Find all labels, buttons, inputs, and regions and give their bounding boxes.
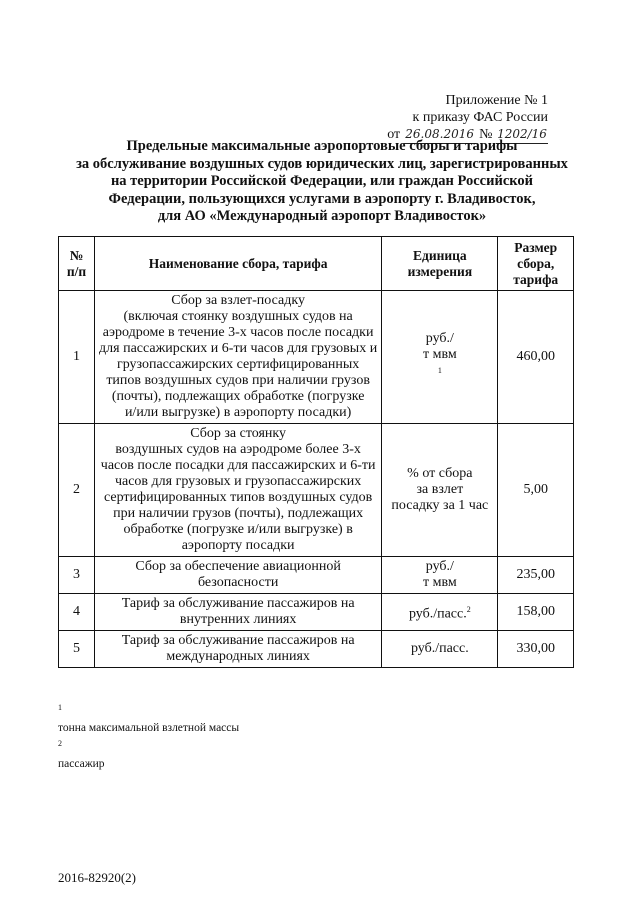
title-line: за обслуживание воздушных судов юридических лиц, зарегистрированных	[76, 155, 568, 172]
footnote-text: тонна максимальной взлетной массы	[58, 721, 240, 734]
row-name	[95, 557, 382, 594]
unit-line: посадку за 1 час	[391, 498, 489, 513]
footnote-mark: 1	[58, 703, 62, 712]
header-num-line: п/п	[66, 263, 87, 279]
row-name	[95, 631, 382, 668]
row-name	[95, 594, 382, 631]
name-line: грузопассажирских сертифицированных	[116, 357, 360, 372]
row-num: 2	[59, 424, 95, 557]
name-line: часов после посадки для пассажирских и 6-ти	[100, 458, 376, 473]
name-line: Сбор за взлет-посадку	[171, 293, 305, 308]
name-line: Сбор за обеспечение авиационной	[135, 559, 341, 574]
appendix-line-2: к приказу ФАС России	[412, 110, 548, 125]
row-num: 4	[59, 594, 95, 631]
handwritten-date: 26.08.2016	[404, 126, 476, 144]
footnote	[58, 736, 239, 772]
table-row	[59, 291, 574, 424]
document-title	[50, 138, 594, 226]
name-line: международных линиях	[166, 649, 310, 664]
unit-line	[385, 347, 494, 384]
name-line: (почты), подлежащих обработке (погрузке	[111, 389, 365, 404]
name-line: обработке (погрузке и/или выгрузке) в	[123, 522, 353, 537]
row-unit	[382, 594, 498, 631]
table-row	[59, 424, 574, 557]
header-unit-line: Единица	[412, 247, 467, 263]
title-line: на территории Российской Федерации, или граждан Российской	[110, 173, 534, 189]
header-size-line: тарифа	[513, 271, 559, 287]
row-unit: руб./пасс.	[382, 631, 498, 668]
footnotes	[58, 700, 239, 772]
header-unit	[382, 237, 498, 291]
number-prefix: №	[479, 127, 493, 142]
row-size: 460,00	[498, 291, 574, 424]
name-line: при наличии грузов (почты), подлежащих	[113, 506, 364, 521]
title-line: для АО «Международный аэропорт Владивосток»	[157, 208, 487, 224]
header-size-line: Размер	[514, 239, 558, 255]
header-num	[59, 237, 95, 291]
name-line: и/или выгрузке) в аэропорту посадки)	[124, 405, 352, 420]
unit-text: т мвм	[422, 346, 457, 362]
unit-line: % от сбора	[407, 466, 473, 481]
row-num: 1	[59, 291, 95, 424]
row-unit	[382, 424, 498, 557]
row-num: 3	[59, 557, 95, 594]
tariff-table	[58, 236, 574, 668]
row-unit	[382, 557, 498, 594]
unit-line: т мвм	[422, 575, 457, 590]
footnote-text: пассажир	[58, 757, 105, 770]
table-row	[59, 631, 574, 668]
name-line: Тариф за обслуживание пассажиров на	[121, 633, 355, 648]
row-name	[95, 291, 382, 424]
from-prefix: от	[387, 127, 401, 142]
table-row	[59, 594, 574, 631]
row-unit	[382, 291, 498, 424]
name-line: для пассажирских и 6-ти часов для грузовых и	[99, 341, 378, 356]
footnote-ref: 1	[437, 365, 442, 375]
footnote-ref: 2	[466, 604, 471, 614]
table-header-row	[59, 237, 574, 291]
row-name	[95, 424, 382, 557]
name-line: безопасности	[197, 575, 279, 590]
document-number: 2016-82920(2)	[58, 870, 136, 885]
appendix-header	[348, 92, 548, 144]
row-num: 5	[59, 631, 95, 668]
title-line: Предельные максимальные аэропортовые сборы и тарифы	[126, 138, 518, 154]
unit-text: руб./пасс.	[408, 606, 467, 622]
name-line: часов для грузовых и грузопассажирских	[114, 474, 362, 489]
handwritten-number: 1202/16	[496, 126, 548, 144]
header-num-line: №	[69, 247, 84, 263]
header-unit-line: измерения	[407, 263, 473, 279]
name-line: (включая стоянку воздушных судов на	[123, 309, 353, 324]
name-line: аэропорту посадки	[181, 538, 295, 553]
name-line: типов воздушных судов при наличии грузов	[106, 373, 370, 388]
name-line: внутренних линиях	[179, 612, 297, 627]
name-line: воздушных судов на аэродроме более 3-х	[115, 442, 361, 457]
footnote-mark: 2	[58, 738, 62, 748]
row-size: 330,00	[498, 631, 574, 668]
table-row	[59, 557, 574, 594]
header-size	[498, 237, 574, 291]
unit-line: руб./	[425, 330, 454, 346]
name-line: сертифицированных типов воздушных судов	[103, 490, 373, 505]
footnote	[58, 700, 239, 736]
header-size-line: сбора,	[517, 255, 555, 271]
name-line: Тариф за обслуживание пассажиров на	[121, 596, 355, 611]
title-line: Федерации, пользующихся услугами в аэропорту г. Владивосток,	[108, 190, 536, 207]
header-name: Наименование сбора, тарифа	[95, 237, 382, 291]
row-size: 5,00	[498, 424, 574, 557]
appendix-line-1: Приложение № 1	[445, 93, 548, 108]
row-size: 158,00	[498, 594, 574, 631]
row-size: 235,00	[498, 557, 574, 594]
name-line: Сбор за стоянку	[190, 426, 287, 441]
name-line: аэродроме в течение 3-х часов после посадки	[102, 325, 374, 340]
unit-line: за взлет	[416, 482, 464, 497]
unit-line: руб./	[425, 559, 454, 574]
